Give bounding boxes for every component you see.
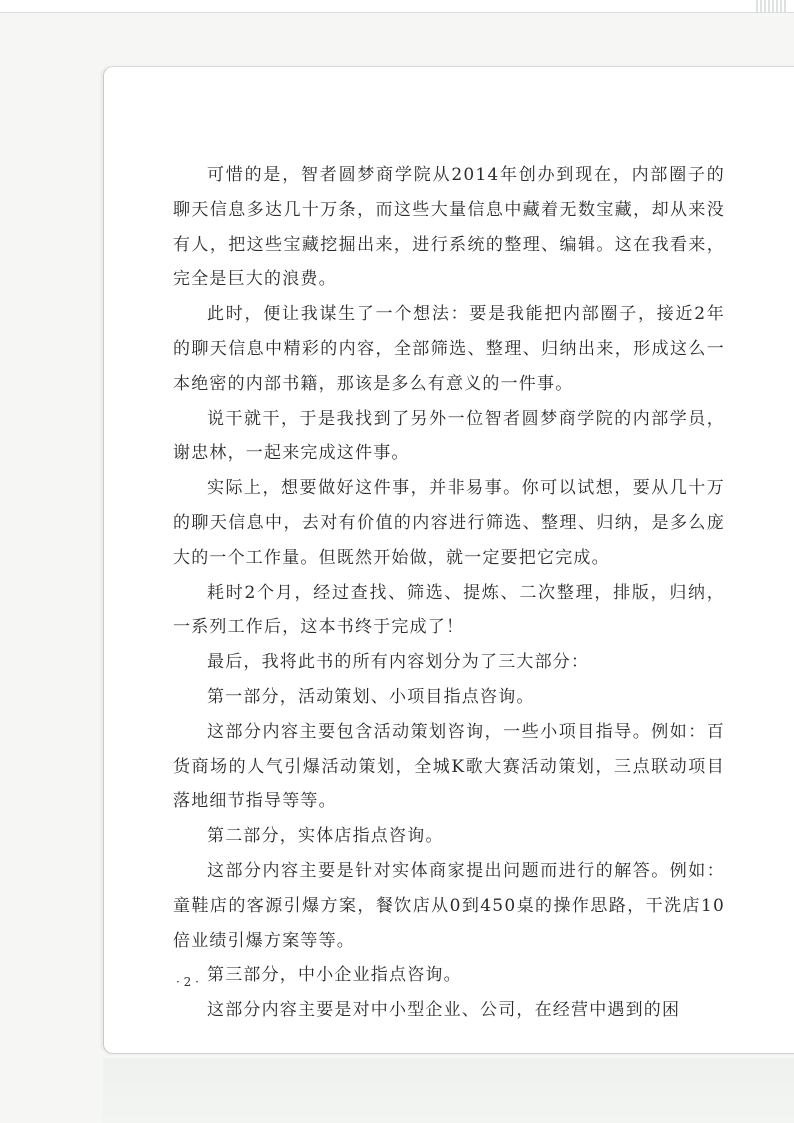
section-heading: 第三部分，中小企业指点咨询。 — [207, 965, 462, 986]
scan-corner-mark — [756, 0, 788, 12]
section-heading: 第二部分，实体店指点咨询。 — [207, 826, 444, 847]
paragraph: 这部分内容主要是针对实体商家提出问题而进行的解答。例如：童鞋店的客源引爆方案，餐饮店从0到450桌的操作思路，干洗店10倍业绩引爆方案等等。 — [173, 860, 725, 951]
paragraph: 这部分内容主要是对中小型企业、公司，在经营中遇到的困 — [207, 1000, 681, 1021]
paragraph: 耗时2个月，经过查找、筛选、提炼、二次整理，排版，归纳，一系列工作后，这本书终于完成了！ — [173, 582, 725, 638]
paragraph: 实际上，想要做好这件事，并非易事。你可以试想，要从几十万的聊天信息中，去对有价值的内容进行筛选、整理、归纳，是多么庞大的一个工作量。但既然开始做，就一定要把它完成。 — [173, 478, 725, 568]
paragraph: 这部分内容主要包含活动策划咨询，一些小项目指导。例如：百货商场的人气引爆活动策划，全城K歌大赛活动策划，三点联动项目落地细节指导等等。 — [173, 721, 725, 812]
paragraph: 最后，我将此书的所有内容划分为了三大部分： — [207, 652, 590, 673]
paragraph: 说干就干，于是我找到了另外一位智者圆梦商学院的内部学员，谢忠林，一起来完成这件事。 — [173, 408, 725, 464]
paragraph: 此时，便让我谋生了一个想法：要是我能把内部圈子，接近2年的聊天信息中精彩的内容，全部筛选、整理、归纳出来，形成这么一本绝密的内部书籍，那该是多么有意义的一件事。 — [173, 304, 725, 394]
previous-page-edge — [0, 0, 794, 13]
section-heading: 第一部分，活动策划、小项目指点咨询。 — [207, 686, 535, 707]
page-body — [173, 158, 725, 1028]
scan-bottom-band — [103, 1058, 794, 1123]
paragraph: 可惜的是，智者圆梦商学院从2014年创办到现在，内部圈子的聊天信息多达几十万条，而这些大量信息中藏着无数宝藏，却从来没有人，把这些宝藏挖掘出来，进行系统的整理、编辑。这在我看来，完全是巨大的浪费。 — [173, 165, 725, 290]
page-number: · 2 · — [176, 975, 199, 989]
